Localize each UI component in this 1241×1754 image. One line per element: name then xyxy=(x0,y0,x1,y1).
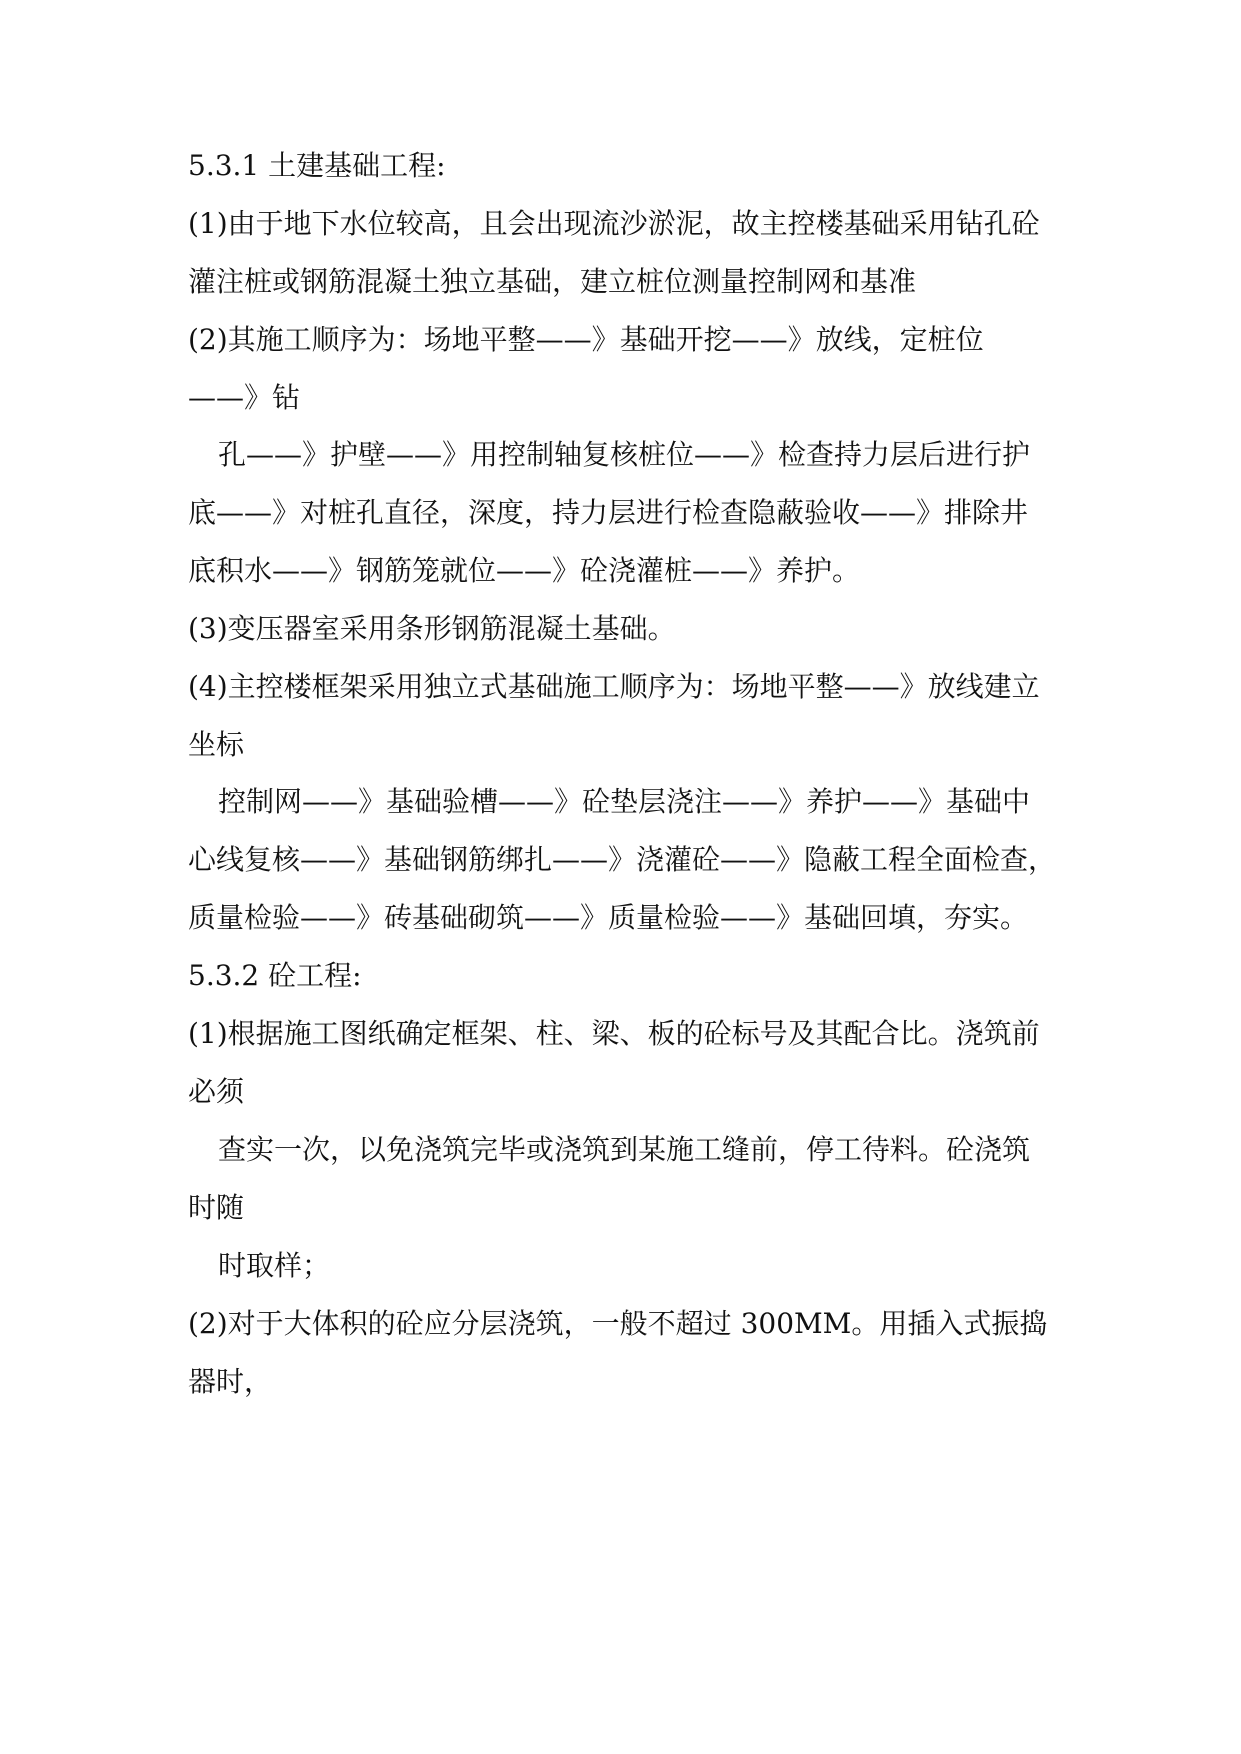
paragraph-line: ——》钻 xyxy=(188,381,301,414)
paragraph-line: 必须 xyxy=(188,1075,245,1108)
paragraph-line: (1)由于地下水位较高，且会出现流沙淤泥，故主控楼基础采用钻孔砼 xyxy=(188,207,1040,240)
paragraph-line: (2)其施工顺序为：场地平整——》基础开挖——》放线，定桩位 xyxy=(188,323,984,356)
paragraph-line: 底积水——》钢筋笼就位——》砼浇灌桩——》养护。 xyxy=(188,554,861,587)
paragraph-line: 灌注桩或钢筋混凝土独立基础，建立桩位测量控制网和基准 xyxy=(188,265,917,298)
paragraph-line: 控制网——》基础验槽——》砼垫层浇注——》养护——》基础中 xyxy=(218,785,1031,818)
section-heading-5-3-2: 5.3.2 砼工程: xyxy=(188,959,362,992)
paragraph-line: 孔——》护壁——》用控制轴复核桩位——》检查持力层后进行护 xyxy=(218,438,1031,471)
paragraph-line: 质量检验——》砖基础砌筑——》质量检验——》基础回填，夯实。 xyxy=(188,901,1029,934)
paragraph-line: 底——》对桩孔直径，深度，持力层进行检查隐蔽验收——》排除井 xyxy=(188,496,1029,529)
paragraph-line: (3)变压器室采用条形钢筋混凝土基础。 xyxy=(188,612,676,645)
paragraph-line: 器时， xyxy=(188,1365,273,1398)
paragraph-line: 时随 xyxy=(188,1191,245,1224)
paragraph-line: 查实一次，以免浇筑完毕或浇筑到某施工缝前，停工待料。砼浇筑 xyxy=(218,1133,1031,1166)
paragraph-line: 心线复核——》基础钢筋绑扎——》浇灌砼——》隐蔽工程全面检查， xyxy=(188,843,1057,876)
paragraph-line: (4)主控楼框架采用独立式基础施工顺序为：场地平整——》放线建立 xyxy=(188,670,1040,703)
paragraph-line: (2)对于大体积的砼应分层浇筑，一般不超过 300MM。用插入式振捣 xyxy=(188,1307,1048,1340)
section-heading-5-3-1: 5.3.1 土建基础工程: xyxy=(188,149,446,182)
paragraph-line: (1)根据施工图纸确定框架、柱、梁、板的砼标号及其配合比。浇筑前 xyxy=(188,1017,1040,1050)
paragraph-line: 坐标 xyxy=(188,728,245,761)
paragraph-line: 时取样； xyxy=(218,1249,331,1282)
